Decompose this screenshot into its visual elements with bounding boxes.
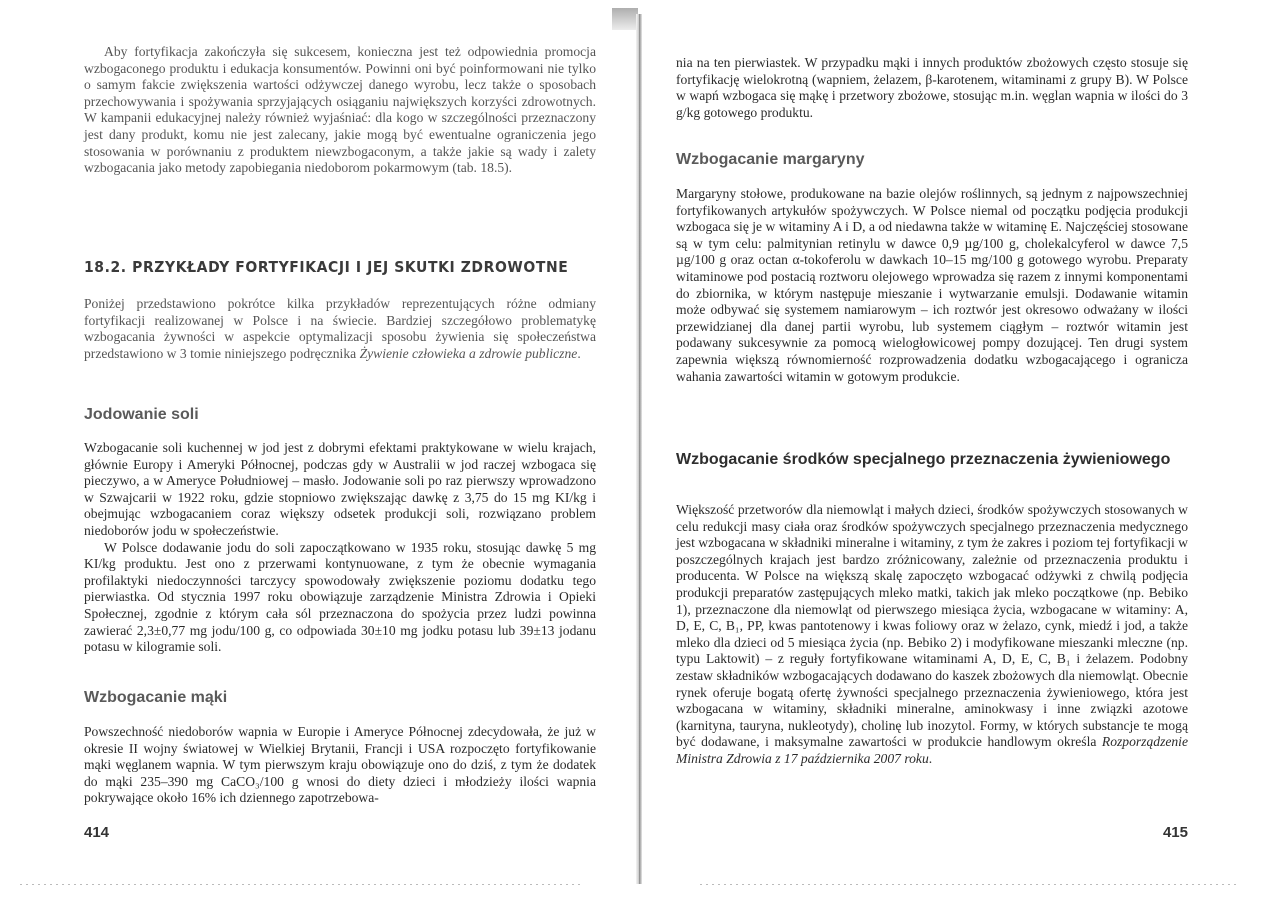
- special-paragraph-end: .: [928, 750, 933, 766]
- chapter-intro-text: Poniżej przedstawiono pokrótce kilka przykładów reprezentujących różne odmiany fortyfikacji realizowanej w Polsce i na świecie. Bardziej szczegółowo problematykę wzbogacania żywności w aspekcie optymalizacji sposobu żywienia się społeczeństwa przedstawiono w 3 tomie niniejszego podręcznika: [84, 296, 596, 361]
- flour-section: [84, 724, 596, 807]
- continuation-paragraph: nia na ten pierwiastek. W przypadku mąki i innych produktów zbożowych często stosuje się fortyfikację wielokrotną (wapniem, żelazem, β-karotenem, witaminami z grupy B). W Polsce w wapń wzbogaca się mąkę i przetwory zbożowe, stosując m.in. węglan wapnia w ilości do 3 g/kg gotowego produktu.: [676, 55, 1188, 120]
- special-paragraph-1: [676, 502, 1188, 768]
- chapter-intro-paragraph: [84, 296, 596, 362]
- chapter-intro-block: [84, 296, 596, 362]
- salt-paragraph-1: Wzbogacanie soli kuchennej w jod jest z dobrymi efektami praktykowane w wielu krajach, głównie Europy i Ameryki Północnej, podczas gdy w Australii w jod raczej wzbogaca się pieczywo, a w Ameryce Południowej – masło. Jodowanie soli po raz pierwszy wprowadzono w Szwajcarii w 1922 roku, gdzie stopniowo zwiększając dawkę z 3,75 do 15 mg KI/kg i obejmując wzbogacaniem coraz większy odsetek produkcji soli, rozwiązano problem niedoborów jodu w społeczeństwie.: [84, 440, 596, 538]
- salt-heading-block: [84, 405, 596, 424]
- margarine-heading: Wzbogacanie margaryny: [676, 151, 865, 168]
- scan-noise-left: [20, 884, 580, 885]
- chapter-heading-block: [84, 258, 596, 276]
- flour-heading-block: [84, 688, 596, 707]
- left-page: [84, 0, 596, 899]
- special-heading-block: [676, 450, 1188, 469]
- chapter-intro-end: .: [577, 345, 581, 361]
- continuation-block: [676, 55, 1188, 121]
- salt-paragraph-2: W Polsce dodawanie jodu do soli zapoczątkowano w 1935 roku, stosując dawkę 5 mg KI/kg produktu. Jest ono z przerwami kontynuowane, z tym że obecnie wymagania profilaktyki niedoczynności tarczycy spowodowały zwiększenie poziomu dodatku tego pierwiastka. Od stycznia 1997 roku obowiązuje zarządzenie Ministra Zdrowia i Opieki Społecznej, zgodnie z którym cała sól przeznaczona do spożycia przez ludzi powinna zawierać 2,3±0,77 mg jodu/100 g, co odpowiada 30±10 mg jodku potasu lub 39±13 jodanu potasu w kilogramie soli.: [84, 539, 596, 655]
- scan-noise-right: [700, 884, 1240, 885]
- intro-block: [84, 44, 596, 177]
- textbook-title: Żywienie człowieka a zdrowie publiczne: [359, 345, 578, 361]
- special-heading: Wzbogacanie środków specjalnego przeznaczenia żywieniowego: [676, 451, 1171, 468]
- margarine-paragraph-1: Margaryny stołowe, produkowane na bazie olejów roślinnych, są jednym z najpowszechniej fortyfikowanych artykułów spożywczych. W Polsce niemal od początku podjęcia produkcji wzbogaca się je w witaminy A i D, a od niedawna także w witaminę E. Najczęściej stosowane są w tym celu: palmitynian retinylu w dawce 0,9 µg/100 g, cholekalcyferol w dawce 7,5 µg/100 g oraz octan α-tokoferolu w dawkach 10–15 mg/100 g gotowego wyrobu. Preparaty witaminowe pod postacią roztworu olejowego wprowadza się razem z innymi komponentami do zbiornika, w którym następuje mieszanie i wytwarzanie emulsji. Dodawanie witamin może odbywać się systemem namiarowym – ich roztwór jest okresowo odważany w ilości przewidzianej dla danej partii wyrobu, lub systemem ciągłym – roztwór witamin jest podawany sukcesywnie za pomocą wielogłowicowej pompy dozującej. Ten drugi system zapewnia większą równomierność rozprowadzenia dodatku wzbogacającego i ogranicza wahania zawartości witamin w gotowym produkcie.: [676, 186, 1188, 384]
- margarine-heading-block: [676, 150, 1188, 169]
- flour-paragraph-1: Powszechność niedoborów wapnia w Europie i Ameryce Północnej zdecydowała, że już w okresie II wojny światowej w Wielkiej Brytanii, Francji i USA rozpoczęto fortyfikowanie mąki węglanem wapnia. W tym pierwszym kraju obowiązuje ono do dziś, z tym że dodatek do mąki 235–390 mg CaCO₃/100 g wnosi do diety dzieci i młodzieży ilości wapnia pokrywające około 16% ich dziennego zapotrzebowa-: [84, 724, 596, 806]
- regulation-title: Rozporządzenie Ministra Zdrowia z 17 października 2007 roku: [676, 734, 1188, 766]
- special-paragraph-text: Większość przetworów dla niemowląt i małych dzieci, środków spożywczych stosowanych w celu redukcji masy ciała oraz środków spożywczych specjalnego przeznaczenia medycznego jest wzbogacana w składniki mineralne i witaminy, z tym że zakres i poziom tej fortyfikacji w poszczególnych krajach jest bardzo zróżnicowany, zależnie od przeznaczenia produktu i producenta. W Polsce na większą skalę zapoczęto wzbogacać odżywki z chwilą podjęcia produkcji preparatów zastępujących mleko matki, takich jak mleko początkowe (np. Bebiko 1), przeznaczone dla niemowląt od pierwszego miesiąca życia, wzbogacane w witaminy: A, D, E, C, B₁, PP, kwas pantotenowy i kwas foliowy oraz w żelazo, cynk, miedź i jod, a także mleko dla dzieci od 5 miesiąca życia (np. Bebiko 2) i modyfikowane mieszanki mleczne (np. typu Laktowit) – z reguły fortyfikowane witaminami A, D, E, C, B₁ i żelazem. Podobny zestaw składników wzbogacających dodawano do kaszek zbożowych dla niemowląt. Obecnie rynek oferuje bogatą ofertę żywności specjalnego przeznaczenia żywieniowego, która jest wzbogacana w witaminy, składniki mineralne, aminokwasy i inne związki azotowe (karnityna, tauryna, nukleotydy), cholinę lub inozytol. Formy, w których substancje te mogą być dodawane, i maksymalne zawartości w produkcie handlowym określa: [676, 502, 1188, 750]
- right-page: [676, 0, 1188, 899]
- margarine-section: [676, 186, 1188, 385]
- special-section: [676, 502, 1188, 768]
- book-gutter: [636, 14, 642, 884]
- flour-heading: Wzbogacanie mąki: [84, 689, 228, 706]
- page-number-right: 415: [1162, 824, 1188, 841]
- salt-heading: Jodowanie soli: [84, 406, 199, 423]
- intro-paragraph: Aby fortyfikacja zakończyła się sukcesem, konieczna jest też odpowiednia promocja wzbogaconego produktu i edukacja konsumentów. Powinni oni być poinformowani nie tylko o samym fakcie zwiększenia wartości odżywczej danego wyrobu, lecz także o sposobach przechowywania i spożywania sprzyjających osiąganiu największych korzyści zdrowotnych. W kampanii edukacyjnej należy również wyjaśniać: dla kogo w szczególności przeznaczony jest dany produkt, komu nie jest zalecany, jakie mogą być ewentualne ograniczenia jego stosowania w porównaniu z produktem niewzbogaconym, a także jakie są wady i zalety wzbogacania jako metody zapobiegania niedoborom pokarmowym (tab. 18.5).: [84, 44, 596, 176]
- salt-section: [84, 440, 596, 656]
- binding-shadow-top: [612, 8, 638, 30]
- page-number-left: 414: [84, 824, 110, 841]
- chapter-heading: 18.2. PRZYKŁADY FORTYFIKACJI I JEJ SKUTKI ZDROWOTNE: [84, 258, 569, 276]
